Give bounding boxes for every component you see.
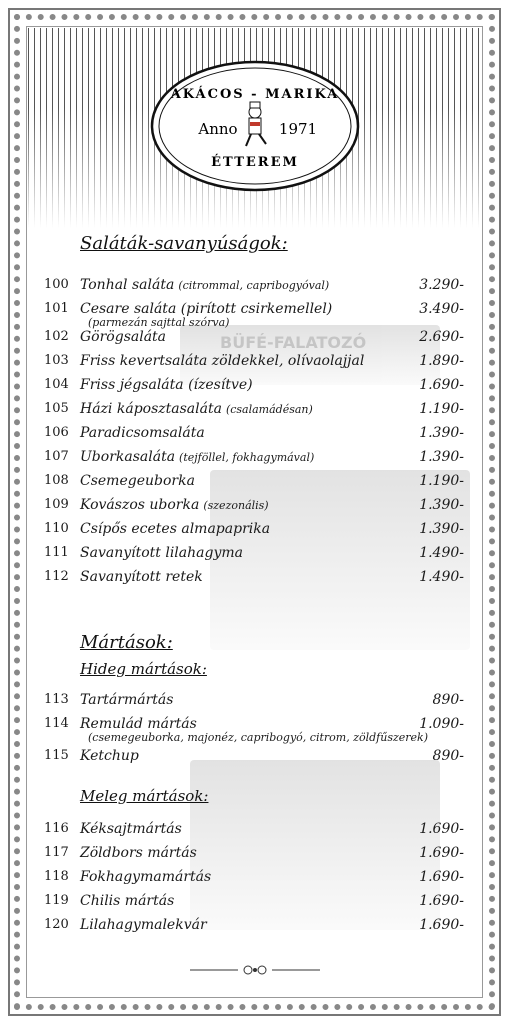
item-price: 1.890- — [419, 353, 464, 369]
logo-anno: Anno — [198, 120, 238, 138]
item-subnote: (csemegeuborka, majonéz, capribogyó, citrom, zöldfűszerek) — [88, 731, 429, 744]
menu-item-row — [44, 914, 464, 936]
item-name — [80, 818, 182, 840]
item-name-text: Friss jégsaláta (ízesítve) — [80, 377, 253, 393]
item-name-text: Remulád mártás — [80, 716, 197, 732]
logo-top-text: AKÁCOS - MARIKA — [170, 87, 340, 102]
item-note: (csalamádésan) — [225, 403, 313, 416]
item-number: 104 — [44, 377, 69, 392]
item-price: 1.090- — [419, 716, 464, 732]
item-name — [80, 326, 166, 348]
menu-item-row — [44, 542, 464, 564]
item-name-text: Savanyított retek — [80, 569, 203, 585]
item-number: 118 — [44, 869, 69, 884]
item-price: 1.390- — [419, 449, 464, 465]
menu-item-row — [44, 566, 464, 588]
item-name-text: Fokhagymamártás — [80, 869, 212, 885]
item-number: 110 — [44, 521, 69, 536]
item-number: 115 — [44, 748, 69, 763]
item-subnote: (parmezán sajttal szórva) — [88, 316, 230, 329]
item-price: 1.390- — [419, 425, 464, 441]
menu-item-row — [44, 326, 464, 348]
item-number: 112 — [44, 569, 69, 584]
menu-item-row — [44, 866, 464, 888]
item-name-text: Tartármártás — [80, 692, 174, 708]
item-name — [80, 422, 205, 444]
item-note: (tejföllel, fokhagymával) — [179, 451, 315, 464]
item-name — [80, 866, 211, 888]
item-name-text: Házi káposztasaláta — [80, 401, 222, 417]
item-number: 114 — [44, 716, 69, 731]
menu-item-row — [44, 745, 464, 767]
item-number: 120 — [44, 917, 69, 932]
section-cold-heading: Hideg mártások: — [80, 660, 207, 678]
menu-item-row — [44, 446, 464, 468]
item-price: 3.290- — [419, 277, 464, 293]
item-price: 1.690- — [419, 917, 464, 933]
item-price: 1.690- — [419, 845, 464, 861]
menu-item-row — [44, 470, 464, 492]
section-salads-heading: Saláták-savanyúságok: — [80, 233, 288, 254]
item-number: 106 — [44, 425, 69, 440]
item-number: 113 — [44, 692, 69, 707]
item-name-text: Tonhal saláta — [80, 277, 175, 293]
item-number: 107 — [44, 449, 69, 464]
photo-sign-text: BÜFÉ-FALATOZÓ — [220, 333, 367, 352]
menu-item-row — [44, 890, 464, 912]
menu-item-row — [44, 818, 464, 840]
item-name-text: Chilis mártás — [80, 893, 175, 909]
item-number: 105 — [44, 401, 69, 416]
menu-item-row — [44, 398, 464, 420]
item-name-text: Lilahagymalekvár — [80, 917, 207, 933]
item-name-text: Csípős ecetes almapaprika — [80, 521, 271, 537]
item-name-text: Görögsaláta — [80, 329, 167, 345]
section-sauces-heading: Mártások: — [80, 632, 173, 653]
item-name — [80, 890, 174, 912]
item-name-text: Kovászos uborka — [80, 497, 200, 513]
item-name — [80, 542, 243, 564]
item-number: 119 — [44, 893, 69, 908]
item-price: 1.190- — [419, 473, 464, 489]
item-name-text: Zöldbors mártás — [80, 845, 197, 861]
item-number: 108 — [44, 473, 69, 488]
item-name — [80, 398, 313, 421]
item-number: 109 — [44, 497, 69, 512]
item-price: 890- — [432, 692, 464, 708]
item-name-text: Uborkasaláta — [80, 449, 176, 465]
item-name-text: Friss kevertsaláta zöldekkel, olívaolajjal — [80, 353, 365, 369]
item-price: 1.490- — [419, 545, 464, 561]
item-note: (szezonális) — [203, 499, 269, 512]
item-price: 1.390- — [419, 497, 464, 513]
item-name — [80, 689, 173, 711]
item-price: 1.390- — [419, 521, 464, 537]
menu-item-row — [44, 422, 464, 444]
item-price: 2.690- — [419, 329, 464, 345]
item-number: 111 — [44, 545, 69, 560]
item-name — [80, 350, 364, 372]
item-name — [80, 470, 195, 492]
item-price: 1.690- — [419, 869, 464, 885]
menu-item-row — [44, 494, 464, 516]
item-name — [80, 518, 270, 540]
item-price: 1.490- — [419, 569, 464, 585]
restaurant-logo — [150, 60, 360, 192]
item-name — [80, 914, 207, 936]
item-number: 102 — [44, 329, 69, 344]
item-number: 101 — [44, 301, 69, 316]
item-name-text: Paradicsomsaláta — [80, 425, 205, 441]
logo-bottom-text: ÉTTEREM — [211, 155, 299, 170]
menu-item-row — [44, 350, 464, 372]
item-price: 890- — [432, 748, 464, 764]
item-name — [80, 274, 329, 297]
menu-item-row — [44, 274, 464, 296]
item-number: 116 — [44, 821, 69, 836]
item-number: 117 — [44, 845, 69, 860]
menu-item-row — [44, 689, 464, 711]
item-price: 3.490- — [419, 301, 464, 317]
item-name-text: Cesare saláta (pirított csirkemellel) — [80, 301, 333, 317]
item-note: (citrommal, capribogyóval) — [178, 279, 330, 292]
item-name — [80, 745, 139, 767]
item-name-text: Savanyított lilahagyma — [80, 545, 243, 561]
item-name — [80, 446, 314, 469]
item-price: 1.690- — [419, 821, 464, 837]
item-number: 103 — [44, 353, 69, 368]
item-name — [80, 374, 253, 396]
item-name — [80, 842, 197, 864]
item-name — [80, 494, 269, 517]
menu-item-row — [44, 374, 464, 396]
footer-ornament-icon — [190, 962, 320, 978]
item-price: 1.690- — [419, 893, 464, 909]
item-name — [80, 566, 203, 588]
item-name-text: Csemegeuborka — [80, 473, 195, 489]
item-number: 100 — [44, 277, 69, 292]
section-warm-heading: Meleg mártások: — [80, 787, 209, 805]
item-name-text: Kéksajtmártás — [80, 821, 182, 837]
menu-item-row — [44, 842, 464, 864]
item-price: 1.190- — [419, 401, 464, 417]
logo-year: 1971 — [278, 120, 318, 138]
item-name-text: Ketchup — [80, 748, 139, 764]
menu-item-row — [44, 518, 464, 540]
item-price: 1.690- — [419, 377, 464, 393]
